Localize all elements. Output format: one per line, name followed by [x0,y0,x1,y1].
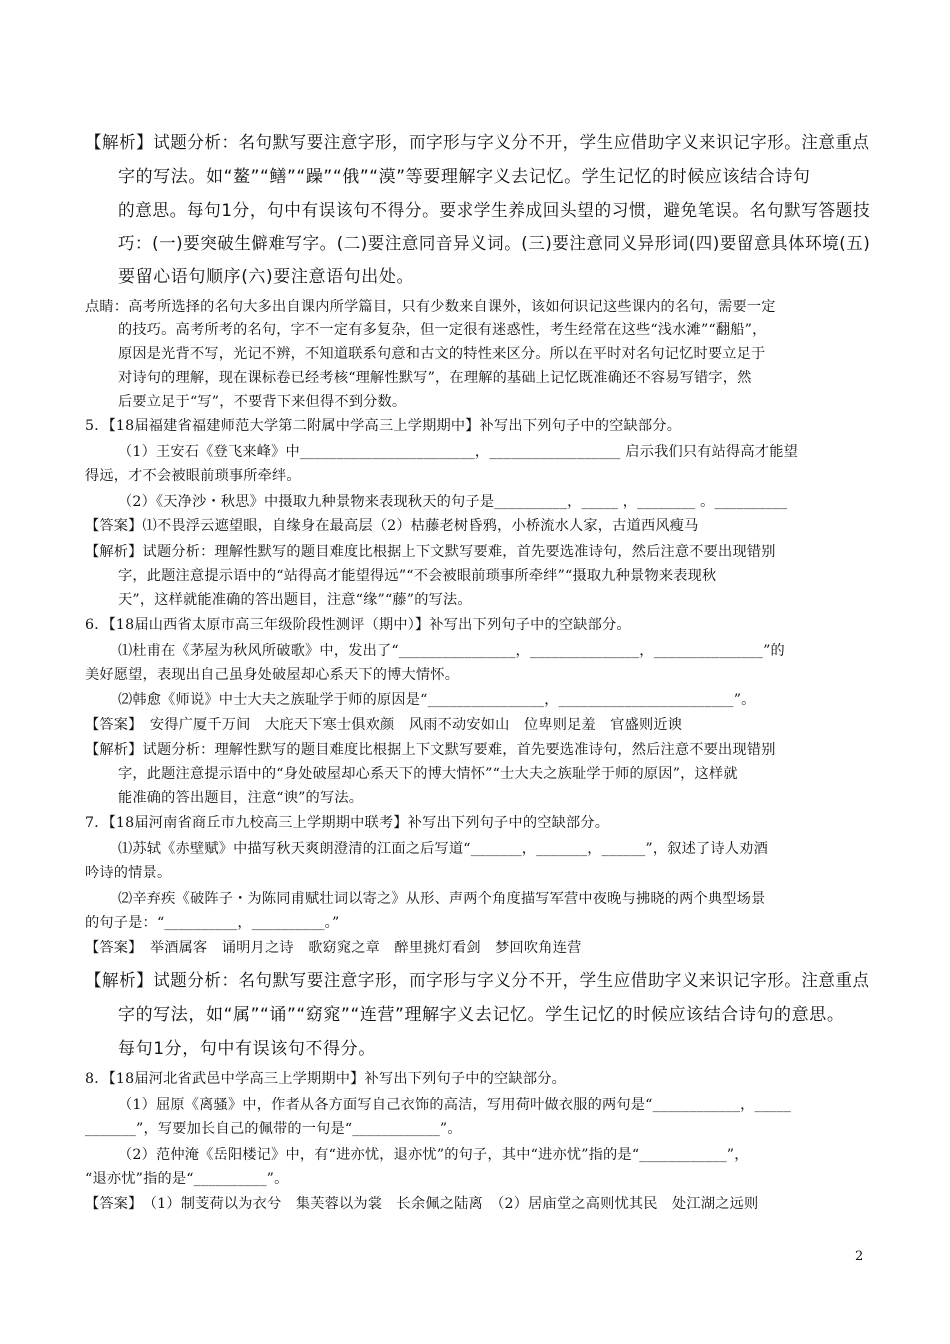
question-8-sentence: _______”，写要加长自己的佩带的一句是“____________”。 [85,1121,462,1137]
note-line: 原因是光背不写，光记不辨，不知道联系句意和古文的特性来区分。所以在平时对名句记忆时要立足于 [118,346,766,362]
question-6-sentence: 美好愿望，表现出自己虽身处破屋却心系天下的博大情怀。 [85,667,460,683]
question-8-title: 8．【18届河北省武邑中学高三上学期期中】补写出下列句子中的空缺部分。 [85,1071,566,1087]
question-7-analysis: 【解析】试题分析：名句默写要注意字形，而字形与字义分不开，学生应借助字义来识记字形。注意重点 [85,971,870,991]
page-number: 2 [855,1249,864,1264]
question-8-sentence: （2）范仲淹《岳阳楼记》中，有“进亦忧，退亦忧”的句子，其中“进亦忧”指的是“____________”， [118,1147,749,1163]
question-7-answer: 【答案】 举酒属客 诵明月之诗 歌窈窕之章 醉里挑灯看剑 梦回吹角连营 [85,940,582,956]
question-7-sentence: ⑴苏轼《赤壁赋》中描写秋天爽朗澄清的江面之后写道“_______，_______，______”，叙述了诗人劝酒 [118,841,768,857]
question-5-analysis: 字，此题注意提示语中的“站得高才能望得远”“不会被眼前琐事所牵绊”“摄取九种景物来表现秋 [118,568,717,584]
question-5-sentence: （2）《天净沙・秋思》中摄取九种景物来表现秋天的句子是__________，_____ ，________ 。__________ [118,494,788,510]
note-line: 对诗句的理解，现在课标卷已经考核“理解性默写”，在理解的基础上记忆既准确还不容易写错字，然 [118,370,752,386]
question-8-sentence: “退亦忧”指的是“__________”。 [85,1171,289,1187]
question-6-title: 6．【18届山西省太原市高三年级阶段性测评（期中）】补写出下列句子中的空缺部分。 [85,617,631,633]
question-5-title: 5．【18届福建省福建师范大学第二附属中学高三上学期期中】补写出下列句子中的空缺部分。 [85,418,682,434]
analysis-line: 的意思。每句1分，句中有误该句不得分。要求学生养成回头望的习惯，避免笔误。名句默写答题技 [118,201,871,221]
question-6-sentence: ⑴杜甫在《茅屋为秋风所破歌》中，发出了“________________，_______________，_______________”的 [118,643,785,659]
analysis-line: 巧：(一)要突破生僻难写字。(二)要注意同音异义词。(三)要注意同义异形词(四)要留意具体环境(五) [118,234,871,254]
question-5-analysis: 天”，这样就能准确的答出题目，注意“缘”“藤”的写法。 [118,592,472,608]
question-6-analysis: 能准确的答出题目，注意“谀”的写法。 [118,790,364,806]
note-line: 点睛：高考所选择的名句大多出自课内所学篇目，只有少数来自课外，该如何识记这些课内的名句，需要一定 [85,299,776,315]
question-7-analysis: 字的写法，如“属”“诵”“窈窕”“连营”理解字义去记忆。学生记忆的时候应该结合诗句的意思。 [118,1005,845,1025]
question-6-sentence: ⑵韩愈《师说》中士大夫之族耻学于师的原因是“________________，________________________”。 [118,692,756,708]
question-7-sentence: ⑵辛弃疾《破阵子・为陈同甫赋壮词以寄之》从形、声两个角度描写军营中夜晚与拂晓的两个典型场景 [118,891,766,907]
question-5-sentence: （1）王安石《登飞来峰》中________________________，__________________ 启示我们只有站得高才能望 [118,444,798,460]
question-5-answer: 【答案】⑴不畏浮云遮望眼，自缘身在最高层（2）枯藤老树昏鸦，小桥流水人家，古道西风瘦马 [85,518,699,534]
question-7-title: 7．【18届河南省商丘市九校高三上学期期中联考】补写出下列句子中的空缺部分。 [85,815,610,831]
question-8-answer: 【答案】 （1）制芰荷以为衣兮 集芙蓉以为裳 长余佩之陆离 （2）居庙堂之高则忧其民 处江湖之远则 [85,1196,759,1212]
question-7-sentence: 的句子是：“__________，__________。” [85,915,340,931]
question-6-analysis: 【解析】试题分析：理解性默写的题目难度比根据上下文默写要难，首先要选准诗句，然后注意不要出现错别 [85,742,776,758]
note-line: 的技巧。高考所考的名句，字不一定有多复杂，但一定很有迷惑性，考生经常在这些“浅水滩”“翻船”， [118,322,767,338]
question-7-sentence: 吟诗的情景。 [85,865,172,881]
analysis-line: 【解析】试题分析：名句默写要注意字形，而字形与字义分不开，学生应借助字义来识记字形。注意重点 [85,133,870,153]
question-6-analysis: 字，此题注意提示语中的“身处破屋却心系天下的博大情怀”“士大夫之族耻学于师的原因”，这样就 [118,766,738,782]
question-7-analysis: 每句1分，句中有误该句不得分。 [118,1039,376,1059]
note-line: 后要立足于“写”，不要背下来但得不到分数。 [118,394,407,410]
analysis-line: 要留心语句顺序(六)要注意语句出处。 [118,267,415,287]
question-6-answer: 【答案】 安得广厦千万间 大庇天下寒士俱欢颜 风雨不动安如山 位卑则足羞 官盛则近谀 [85,717,683,733]
question-8-sentence: （1）屈原《离骚》中，作者从各方面写自己衣饰的高洁，写用荷叶做衣服的两句是“____________，_____ [118,1097,792,1113]
question-5-sentence: 得远，才不会被眼前琐事所牵绊。 [85,468,301,484]
question-5-analysis: 【解析】试题分析：理解性默写的题目难度比根据上下文默写要难，首先要选准诗句，然后注意不要出现错别 [85,544,776,560]
analysis-line: 字的写法。如“鳌”“鳝”“躁”“俄”“漠”等要理解字义去记忆。学生记忆的时候应该结合诗句 [118,167,811,187]
